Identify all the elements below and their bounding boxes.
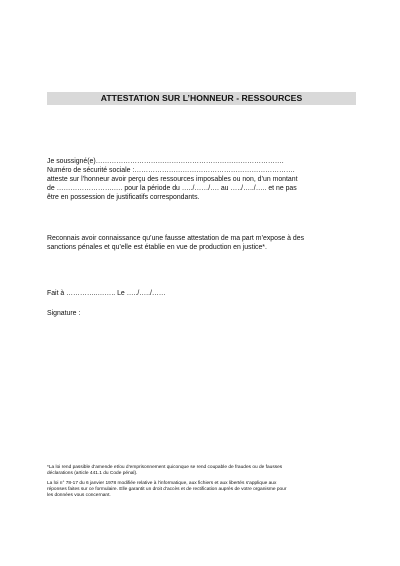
- document-title: ATTESTATION SUR L’HONNEUR - RESSOURCES: [47, 92, 356, 105]
- footnote-data-protection: [47, 481, 360, 500]
- acknowledgement-line: Reconnais avoir connaissance qu’une fausse attestation de ma part m’expose à des: [47, 235, 305, 242]
- declaration-line-amount-period: de …………………….…. pour la période du …../……/…. au …../…../….. et ne pas: [47, 184, 297, 192]
- declaration-line-justificatifs: être en possession de justificatifs correspondants.: [47, 193, 200, 201]
- footnote-line: La loi n° 78-17 du 6 janvier 1978 modifiée relative à l’informatique, aux fichiers et aux libertés s’applique aux: [47, 480, 277, 486]
- acknowledgement-paragraph: [47, 235, 362, 253]
- footnote-penal: [47, 465, 360, 478]
- declaration-line-social-security: Numéro de sécurité sociale :…………………………………………………………….: [47, 166, 295, 174]
- acknowledgement-line: sanctions pénales et qu’elle est établie en vue de production en justice*.: [47, 243, 267, 251]
- declaration-line-attest: atteste sur l’honneur avoir perçu des ressources imposables ou non, d’un montant: [47, 175, 298, 183]
- declaration-paragraph: [47, 158, 362, 203]
- footnote-line: *La loi rend passible d’amende et/ou d’emprisonnement quiconque se rend coupable de fraudes ou de fausses: [47, 465, 283, 470]
- place-date-line: Fait à …………..…….. Le …../…../……: [47, 290, 166, 297]
- declaration-line-name: Je soussigné(e)……………………………………………………………………….: [47, 158, 284, 165]
- footnote-line: les données vous concernant.: [47, 493, 111, 499]
- footnote-line: déclarations (article 441.1 du Code pénal).: [47, 471, 138, 477]
- footnotes: [47, 465, 360, 502]
- signature-label: Signature :: [47, 310, 81, 317]
- footnote-line: réponses faites sur ce formulaire. Elle garantit un droit d’accès et de rectification auprès de votre organisme pour: [47, 486, 287, 492]
